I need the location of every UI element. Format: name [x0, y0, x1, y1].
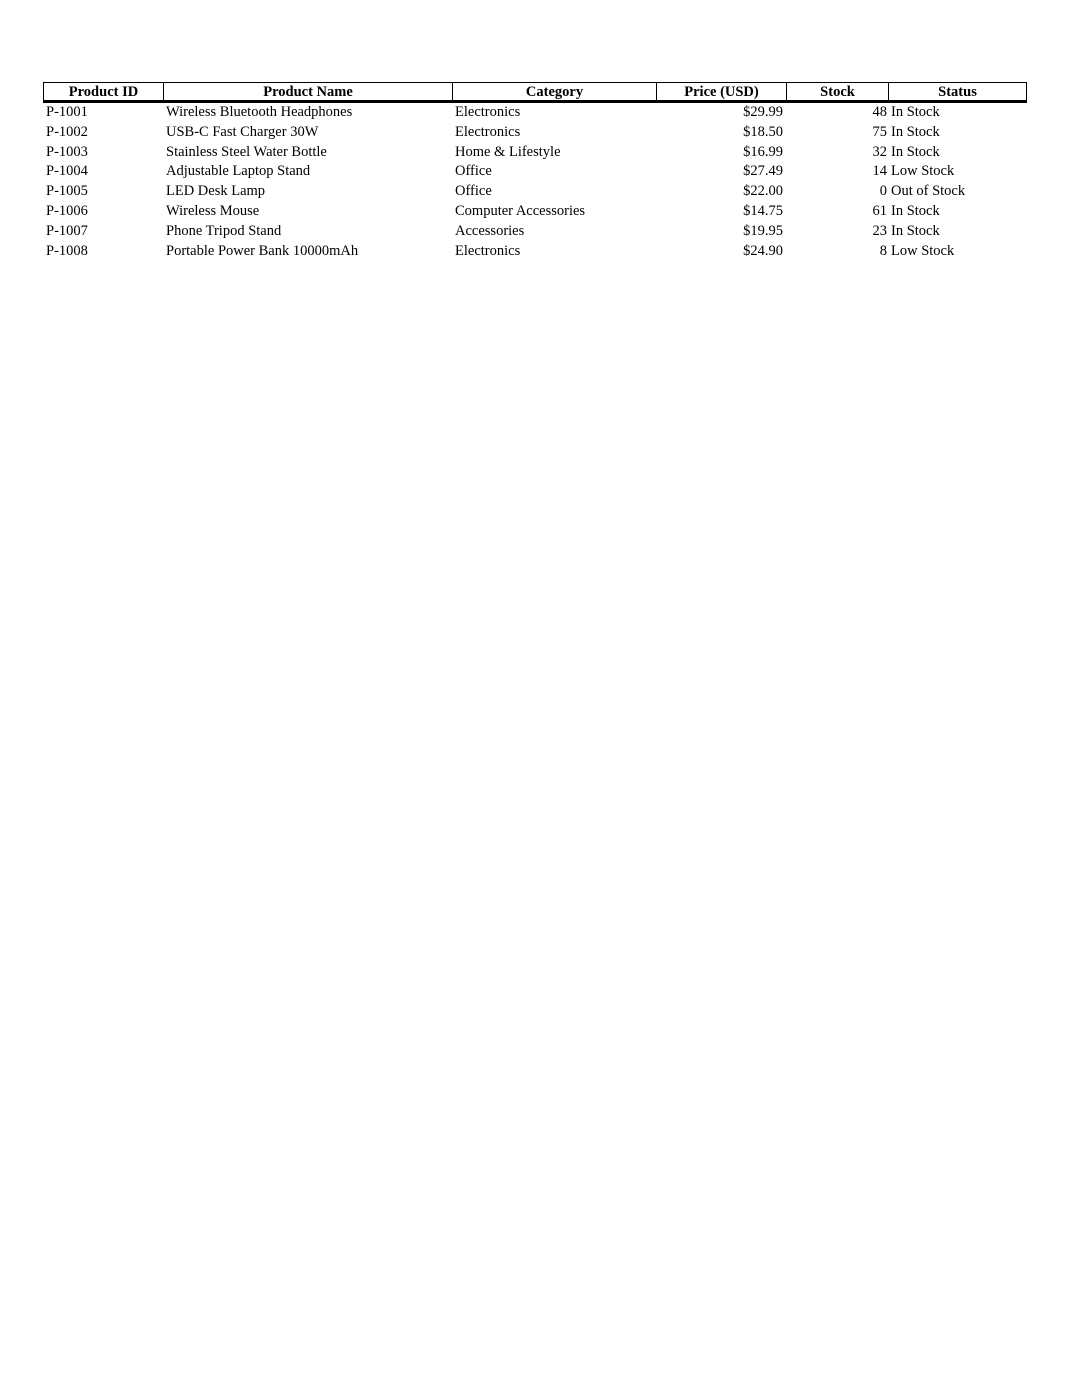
- cell-stock: 8: [879, 242, 887, 259]
- table-row: [43, 143, 1027, 163]
- cell-product-id: P-1008: [46, 242, 88, 259]
- cell-stock: 23: [872, 222, 887, 239]
- cell-product-id: P-1004: [46, 163, 88, 180]
- table-row: [43, 103, 1027, 123]
- cell-product-name: Stainless Steel Water Bottle: [166, 143, 327, 160]
- cell-category: Office: [455, 163, 492, 180]
- table-row: [43, 123, 1027, 143]
- cell-product-name: Wireless Bluetooth Headphones: [166, 104, 353, 120]
- cell-product-id: P-1002: [46, 123, 88, 140]
- table-row: [43, 162, 1027, 182]
- cell-stock: 14: [872, 163, 887, 180]
- cell-stock: 32: [872, 143, 887, 160]
- cell-product-name: Wireless Mouse: [166, 202, 260, 219]
- column-header-category: Category: [452, 82, 657, 101]
- cell-price: $22.00: [743, 183, 783, 200]
- cell-product-id: P-1003: [46, 143, 88, 160]
- column-header-product-id: Product ID: [43, 82, 164, 101]
- table-row: [43, 222, 1027, 242]
- column-header-product-name: Product Name: [163, 82, 453, 101]
- cell-category: Electronics: [455, 123, 521, 140]
- cell-product-id: P-1001: [46, 104, 88, 120]
- table-row: [43, 182, 1027, 202]
- cell-product-name: Phone Tripod Stand: [166, 222, 282, 239]
- cell-stock: 61: [872, 202, 887, 219]
- cell-stock: 0: [879, 183, 887, 200]
- cell-price: $24.90: [743, 242, 783, 259]
- cell-category: Office: [455, 183, 492, 200]
- cell-status: In Stock: [891, 104, 940, 120]
- cell-price: $18.50: [743, 123, 783, 140]
- cell-product-name: USB-C Fast Charger 30W: [166, 123, 319, 140]
- cell-price: $14.75: [743, 202, 783, 219]
- cell-product-id: P-1005: [46, 183, 88, 200]
- column-header-status: Status: [888, 82, 1027, 101]
- cell-category: Electronics: [455, 242, 521, 259]
- cell-status: Low Stock: [891, 163, 955, 180]
- cell-product-name: Adjustable Laptop Stand: [166, 163, 311, 180]
- table-header: [43, 82, 1027, 103]
- cell-category: Electronics: [455, 104, 521, 120]
- table-row: [43, 202, 1027, 222]
- cell-price: $16.99: [743, 143, 783, 160]
- table-row: [43, 242, 1027, 262]
- product-table: [43, 82, 1027, 261]
- cell-product-id: P-1007: [46, 222, 88, 239]
- cell-product-id: P-1006: [46, 202, 88, 219]
- cell-category: Home & Lifestyle: [455, 143, 561, 160]
- cell-stock: 75: [872, 123, 887, 140]
- column-header-price: Price (USD): [656, 82, 787, 101]
- column-header-stock: Stock: [786, 82, 889, 101]
- cell-status: In Stock: [891, 143, 940, 160]
- cell-category: Accessories: [455, 222, 525, 239]
- cell-price: $27.49: [743, 163, 783, 180]
- cell-status: In Stock: [891, 123, 940, 140]
- cell-status: In Stock: [891, 202, 940, 219]
- cell-price: $19.95: [743, 222, 783, 239]
- cell-product-name: Portable Power Bank 10000mAh: [166, 242, 359, 259]
- table-body: [43, 103, 1027, 261]
- cell-product-name: LED Desk Lamp: [166, 183, 266, 200]
- cell-status: Low Stock: [891, 242, 955, 259]
- cell-status: Out of Stock: [891, 183, 966, 200]
- cell-price: $29.99: [743, 104, 783, 120]
- cell-category: Computer Accessories: [455, 202, 586, 219]
- cell-status: In Stock: [891, 222, 940, 239]
- cell-stock: 48: [872, 104, 887, 120]
